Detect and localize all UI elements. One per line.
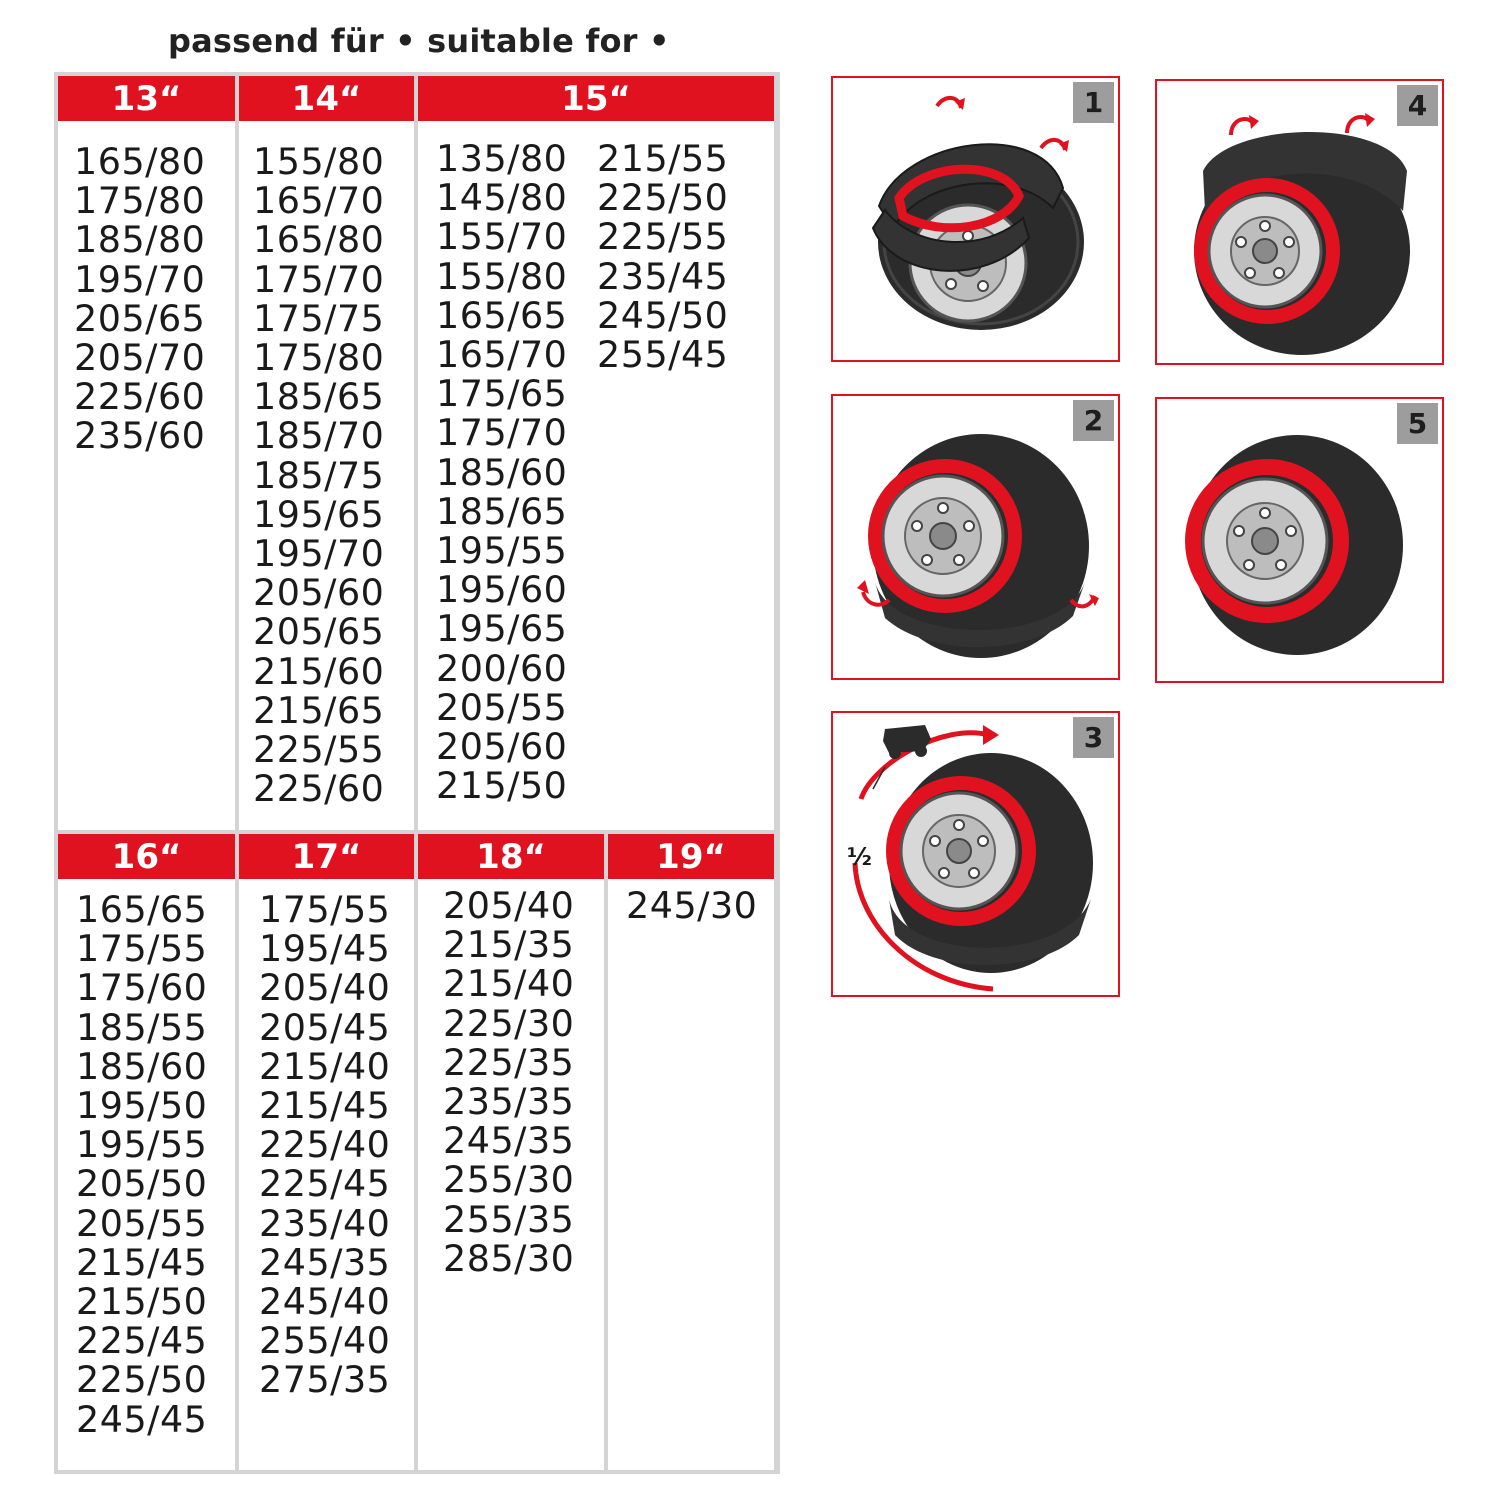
tire-list-13: [74, 142, 205, 456]
tire-size: 235/35: [443, 1080, 575, 1124]
tire-size: 215/50: [436, 764, 568, 808]
step-panel-2: [831, 394, 1120, 680]
tire-size: 195/65: [436, 607, 568, 651]
tire-size: 225/55: [253, 728, 385, 772]
tire-size: 225/45: [76, 1319, 208, 1363]
tire-size: 205/70: [74, 336, 206, 380]
tire-size: 205/50: [76, 1162, 208, 1206]
page-title: passend für • suitable for •: [168, 22, 670, 60]
tire-size: 205/60: [253, 571, 385, 615]
tire-size: 215/45: [76, 1240, 208, 1284]
tire-size: 165/70: [253, 179, 385, 223]
tire-size: 205/40: [259, 966, 391, 1010]
tire-list-19: [626, 886, 757, 925]
tire-list-15-a: [436, 137, 568, 808]
tire-size: 225/55: [597, 215, 729, 259]
step-panel-4: [1155, 79, 1444, 365]
tire-size: 195/55: [436, 529, 568, 573]
size-column-13: [58, 76, 235, 830]
tire-size: 255/45: [597, 333, 729, 377]
tire-size: 155/70: [436, 215, 568, 259]
wheel-step-1-icon: [833, 78, 1118, 360]
tire-size: 215/50: [76, 1280, 208, 1324]
tire-size: 185/60: [76, 1044, 208, 1088]
tire-size: 205/45: [259, 1005, 391, 1049]
tire-size: 175/55: [76, 927, 208, 971]
tire-size: 145/80: [436, 176, 568, 220]
tire-size: 245/35: [443, 1119, 575, 1163]
tire-size: 185/70: [253, 414, 385, 458]
tire-size: 215/40: [443, 962, 575, 1006]
size-column-19: [608, 834, 774, 1470]
tire-size: 205/40: [443, 884, 575, 927]
tire-size: 175/75: [253, 296, 385, 340]
size-header-16: 16“: [58, 834, 235, 879]
size-column-14: [239, 76, 414, 830]
tire-size: 225/35: [443, 1040, 575, 1084]
tire-size: 215/40: [259, 1044, 391, 1088]
size-column-15: [418, 76, 774, 830]
tire-list-18: [443, 886, 574, 1278]
tire-size: 195/70: [74, 257, 206, 301]
tire-size: 175/80: [253, 336, 385, 380]
tire-size: 225/50: [597, 176, 729, 220]
tire-size: 195/65: [253, 492, 385, 536]
size-header-18: 18“: [418, 834, 604, 879]
size-header-13: 13“: [58, 76, 235, 121]
tire-size: 195/60: [436, 568, 568, 612]
step-panel-3: [831, 711, 1120, 997]
step-number-4: 4: [1397, 85, 1438, 126]
tire-size: 255/40: [259, 1319, 391, 1363]
tire-size: 185/80: [74, 218, 206, 262]
tire-size: 225/30: [443, 1001, 575, 1045]
tire-size: 195/55: [76, 1123, 208, 1167]
size-header-17: 17“: [239, 834, 414, 879]
wheel-step-2-icon: [833, 396, 1118, 678]
tire-size: 275/35: [259, 1358, 391, 1402]
tire-size: 285/30: [443, 1236, 575, 1280]
tire-size: 165/80: [253, 218, 385, 262]
wheel-step-5-icon: [1157, 399, 1442, 681]
tire-size: 175/70: [436, 411, 568, 455]
tire-size: 175/80: [74, 179, 206, 223]
tire-size: 215/35: [443, 923, 575, 967]
tire-size: 215/65: [253, 688, 385, 732]
tire-size: 175/70: [253, 257, 385, 301]
step-panel-1: [831, 76, 1120, 362]
tire-size: 185/65: [253, 375, 385, 419]
tire-size: 215/60: [253, 649, 385, 693]
step-number-2: 2: [1073, 400, 1114, 441]
tire-size: 195/45: [259, 927, 391, 971]
tire-size: 185/75: [253, 453, 385, 497]
tire-size: 245/45: [76, 1397, 208, 1441]
tire-size: 185/60: [436, 450, 568, 494]
tire-size: 245/30: [626, 884, 758, 927]
step-number-5: 5: [1397, 403, 1438, 444]
tire-size: 205/55: [76, 1201, 208, 1245]
tire-size: 245/40: [259, 1280, 391, 1324]
tire-size: 205/60: [436, 725, 568, 769]
tire-list-16: [76, 890, 207, 1439]
tire-size: 205/65: [253, 610, 385, 654]
tire-size: 235/40: [259, 1201, 391, 1245]
tire-size: 165/80: [74, 140, 206, 183]
tire-size: 165/65: [436, 293, 568, 337]
step-number-3: 3: [1073, 717, 1114, 758]
tire-size: 200/60: [436, 646, 568, 690]
tire-size: 225/60: [253, 767, 385, 811]
tire-size: 165/70: [436, 333, 568, 377]
tire-size: 205/55: [436, 685, 568, 729]
size-column-17: [239, 834, 414, 1470]
tire-size: 255/30: [443, 1158, 575, 1202]
tire-size: 245/35: [259, 1240, 391, 1284]
wheel-step-3-icon: [833, 713, 1118, 995]
tire-size: 195/50: [76, 1084, 208, 1128]
step-panel-5: [1155, 397, 1444, 683]
tire-list-17: [259, 890, 390, 1400]
tire-size: 195/70: [253, 532, 385, 576]
tire-size: 225/50: [76, 1358, 208, 1402]
tire-size: 215/55: [597, 137, 729, 180]
tire-size: 235/60: [74, 414, 206, 458]
tire-size: 185/55: [76, 1005, 208, 1049]
tire-size: 175/65: [436, 372, 568, 416]
size-header-19: 19“: [608, 834, 774, 879]
tire-size: 165/65: [76, 888, 208, 931]
tire-size: 135/80: [436, 137, 568, 180]
tire-size: 175/55: [259, 888, 391, 931]
size-column-16: [58, 834, 235, 1470]
tire-size: 205/65: [74, 296, 206, 340]
tire-size: 215/45: [259, 1084, 391, 1128]
tire-size: 235/45: [597, 254, 729, 298]
tire-size: 155/80: [436, 254, 568, 298]
tire-size: 155/80: [253, 140, 385, 183]
size-header-14: 14“: [239, 76, 414, 121]
tire-size: 225/60: [74, 375, 206, 419]
step-number-1: 1: [1073, 82, 1114, 123]
size-table: [54, 72, 780, 1474]
tire-size: 175/60: [76, 966, 208, 1010]
tire-size: 245/50: [597, 293, 729, 337]
tire-size: 225/40: [259, 1123, 391, 1167]
tire-size: 255/35: [443, 1197, 575, 1241]
tire-size: 185/65: [436, 489, 568, 533]
tire-list-14: [253, 140, 385, 811]
tire-list-15-b: [597, 137, 729, 377]
wheel-step-4-icon: [1157, 81, 1442, 363]
fraction-label: ½: [847, 843, 872, 871]
tire-size: 225/45: [259, 1162, 391, 1206]
size-column-18: [418, 834, 604, 1470]
size-header-15: 15“: [418, 76, 774, 121]
